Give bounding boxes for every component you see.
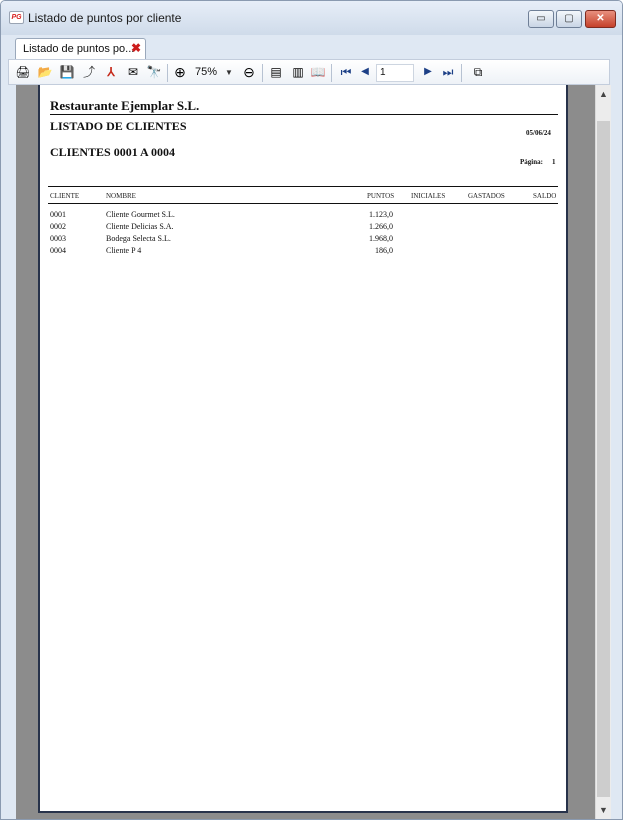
export-icon[interactable]: ⤴ (82, 65, 95, 79)
tab-listado-puntos[interactable] (15, 38, 146, 60)
client-code: 0001 (50, 210, 66, 219)
find-icon[interactable]: 🔭 (146, 65, 162, 79)
scroll-thumb[interactable] (597, 121, 610, 797)
report-viewer[interactable] (16, 85, 595, 819)
pdf-icon[interactable]: ⅄ (107, 65, 115, 79)
zoom-out-icon[interactable]: ⊖ (243, 64, 255, 80)
column-header-cliente: CLIENTE (50, 192, 80, 200)
client-points: 1.266,0 (369, 222, 393, 231)
minimize-button[interactable]: ▭ (528, 10, 554, 28)
book-view-icon[interactable]: 📖 (310, 65, 326, 79)
multi-page-icon[interactable]: ▥ (292, 65, 304, 79)
copy-icon[interactable]: ⧉ (473, 65, 483, 79)
client-name: Bodega Selecta S.L. (106, 234, 171, 243)
client-code: 0003 (50, 234, 66, 243)
page-value: 1 (552, 158, 556, 166)
company-name: Restaurante Ejemplar S.L. (50, 98, 200, 113)
page-label: Página: (520, 158, 543, 166)
scroll-down-icon[interactable]: ▼ (599, 805, 608, 815)
single-page-icon[interactable]: ▤ (270, 65, 282, 79)
tab-strip (7, 35, 616, 59)
toolbar-separator (167, 64, 168, 82)
zoom-select[interactable]: 75% (195, 66, 218, 78)
page-number-input[interactable]: 1 (376, 64, 414, 82)
column-header-gastados: GASTADOS (468, 192, 505, 200)
toolbar-separator (331, 64, 332, 82)
column-header-nombre: NOMBRE (106, 192, 136, 200)
column-header-iniciales: INICIALES (411, 192, 446, 200)
table-row (40, 210, 570, 222)
table-row (40, 234, 570, 246)
table-row (40, 222, 570, 234)
zoom-dropdown-icon[interactable]: ▼ (225, 68, 233, 77)
send-mail-icon[interactable]: ✉ (127, 65, 139, 79)
client-points: 1.968,0 (369, 234, 393, 243)
client-code: 0002 (50, 222, 66, 231)
close-button[interactable]: ✕ (585, 10, 616, 28)
vertical-scrollbar[interactable] (595, 85, 611, 819)
report-page (38, 85, 568, 813)
previous-page-icon[interactable]: ◀ (361, 66, 369, 77)
app-logo-icon: PG (9, 11, 24, 24)
client-points: 1.123,0 (369, 210, 393, 219)
open-folder-icon[interactable]: 📂 (37, 65, 53, 79)
title-bar[interactable] (1, 1, 622, 35)
report-title: LISTADO DE CLIENTES (50, 119, 187, 133)
column-header-puntos: PUNTOS (367, 192, 395, 200)
viewer-toolbar (8, 59, 610, 85)
client-name: Cliente Delicias S.A. (106, 222, 174, 231)
last-page-icon[interactable]: ⏭ (442, 65, 454, 79)
header-rule (50, 114, 558, 115)
maximize-button[interactable]: ▢ (556, 10, 582, 28)
table-top-rule (48, 186, 558, 187)
tab-label: Listado de puntos po... (23, 43, 135, 55)
first-page-icon[interactable]: ⏮ (340, 65, 352, 79)
scroll-up-icon[interactable]: ▲ (599, 89, 608, 99)
client-name: Cliente P 4 (106, 246, 142, 255)
client-name: Cliente Gourmet S.L. (106, 210, 175, 219)
zoom-in-icon[interactable]: ⊕ (174, 64, 186, 80)
tab-close-icon[interactable]: ✖ (131, 41, 142, 55)
next-page-icon[interactable]: ▶ (424, 66, 432, 77)
table-header-rule (48, 203, 558, 204)
table-row (40, 246, 570, 258)
save-icon[interactable]: 💾 (59, 65, 75, 79)
toolbar-separator (461, 64, 462, 82)
client-code: 0004 (50, 246, 66, 255)
client-points: 186,0 (375, 246, 393, 255)
window-title: Listado de puntos por cliente (28, 11, 182, 25)
column-header-saldo: SALDO (533, 192, 557, 200)
print-icon[interactable]: 🖨 (15, 65, 31, 79)
client-range: CLIENTES 0001 A 0004 (50, 145, 176, 159)
toolbar-separator (262, 64, 263, 82)
report-date: 05/06/24 (526, 129, 551, 137)
